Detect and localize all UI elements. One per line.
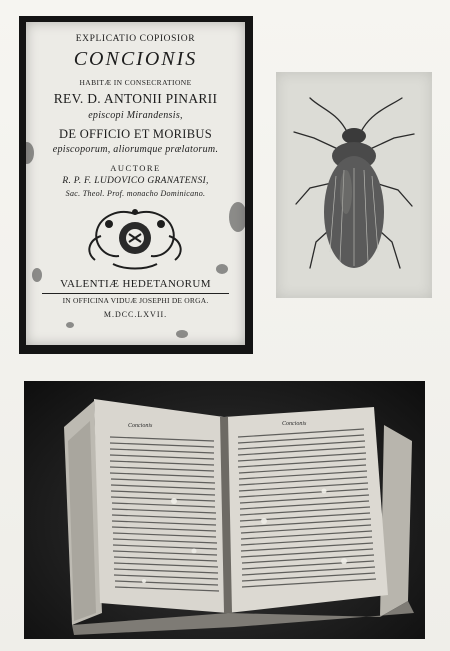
title-line-concionis: CONCIONIS bbox=[73, 48, 198, 70]
title-line-valentiae: VALENTIÆ HEDETANORUM bbox=[60, 278, 211, 290]
title-line-antonii: REV. D. ANTONII PINARII bbox=[53, 91, 218, 106]
title-line-habitae: HABITÆ IN CONSECRATIONE bbox=[79, 78, 192, 87]
title-rule-divider bbox=[42, 293, 229, 294]
beetle-photo bbox=[276, 72, 432, 298]
right-page-heading: Concionis bbox=[282, 421, 307, 427]
left-page-heading: Concionis bbox=[128, 423, 153, 429]
title-line-de-officio: DE OFFICIO ET MORIBUS bbox=[59, 127, 212, 141]
title-line-auctore: AUCTORE bbox=[110, 163, 161, 173]
title-line-episcopi: episcopi Mirandensis, bbox=[88, 110, 183, 121]
printer-emblem-icon bbox=[79, 206, 191, 272]
open-book-icon bbox=[24, 381, 425, 639]
title-line-year: M.DCC.LXVII. bbox=[103, 310, 168, 319]
title-line-explicatio: EXPLICATIO COPIOSIOR bbox=[75, 34, 196, 44]
title-page-photo bbox=[19, 16, 253, 354]
beetle-icon bbox=[276, 72, 432, 298]
title-page-paper bbox=[26, 22, 245, 345]
title-line-author-title: Sac. Theol. Prof. monacho Dominicano. bbox=[65, 189, 206, 198]
open-book-photo bbox=[24, 381, 425, 639]
title-line-officina: IN OFFICINA VIDUÆ JOSEPHI DE ORGA. bbox=[62, 296, 209, 305]
title-line-episcoporum: episcoporum, aliorumque prælatorum. bbox=[52, 144, 219, 155]
title-line-author: R. P. F. LUDOVICO GRANATENSI, bbox=[62, 176, 209, 186]
